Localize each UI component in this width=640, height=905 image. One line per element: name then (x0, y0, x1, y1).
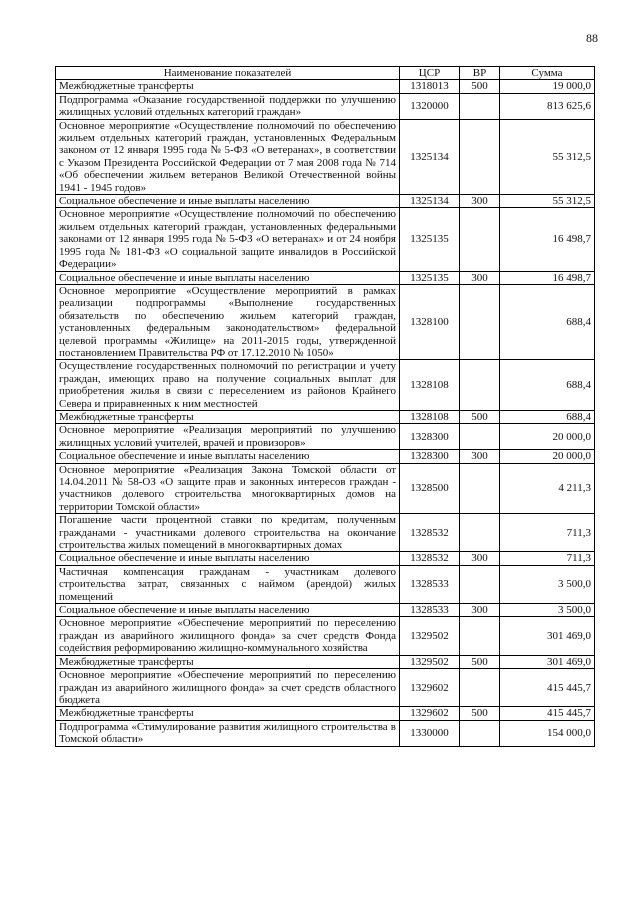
table-row (56, 119, 595, 194)
cell-sum: 711,3 (500, 514, 595, 552)
table-row (56, 271, 595, 284)
cell-csr: 1328533 (400, 565, 460, 603)
header-name: Наименование показателей (56, 67, 400, 80)
cell-name: Погашение части процентной ставки по кредитам, полученным гражданами - участниками долевого строительства на окончание строительства жилых помещений в многоквартирных домах (56, 514, 400, 552)
cell-vr: 300 (460, 271, 500, 284)
table-row (56, 655, 595, 668)
cell-name: Основное мероприятие «Реализация Закона Томской области от 14.04.2011 № 58-ОЗ «О защите прав и законных интересов граждан - участников долевого строительства многоквартирных домов на территории Томской области» (56, 463, 400, 514)
cell-csr: 1330000 (400, 720, 460, 746)
table-row (56, 514, 595, 552)
cell-csr: 1328500 (400, 463, 460, 514)
cell-csr: 1328533 (400, 604, 460, 617)
table-row (56, 552, 595, 565)
cell-sum: 20 000,0 (500, 424, 595, 450)
cell-name: Основное мероприятие «Обеспечение мероприятий по переселению граждан из аварийного жилищного фонда» за счет средств Фонда содействия реформированию жилищно-коммунального хозяйства (56, 617, 400, 655)
cell-vr (460, 617, 500, 655)
cell-sum: 3 500,0 (500, 565, 595, 603)
cell-csr: 1325135 (400, 271, 460, 284)
table-row (56, 93, 595, 119)
cell-csr: 1329602 (400, 669, 460, 707)
table-row (56, 80, 595, 93)
cell-sum: 813 625,6 (500, 93, 595, 119)
cell-name: Основное мероприятие «Обеспечение мероприятий по переселению граждан из аварийного жилищного фонда» за счет средств областного бюджета (56, 669, 400, 707)
cell-name: Осуществление государственных полномочий по регистрации и учету граждан, имеющих право на получение социальных выплат для приобретения жилья в связи с переселением из районов Крайнего Севера и приравненных к ним местностей (56, 360, 400, 411)
table-header-row (56, 67, 595, 80)
cell-name: Основное мероприятие «Осуществление полномочий по обеспечению жильем отдельных категорий граждан, установленных Федеральным законом от 12 января 1995 года № 5-ФЗ «О ветеранах», в соответствии с Указом Президента Российской Федерации от 7 мая 2008 года № 714 «Об обеспечении жильем ветеранов Великой Отечественной войны 1941 - 1945 годов» (56, 119, 400, 194)
cell-sum: 301 469,0 (500, 617, 595, 655)
cell-vr: 300 (460, 604, 500, 617)
cell-sum: 4 211,3 (500, 463, 595, 514)
table-row (56, 617, 595, 655)
table-row (56, 424, 595, 450)
cell-sum: 154 000,0 (500, 720, 595, 746)
table-row (56, 450, 595, 463)
table-row (56, 707, 595, 720)
cell-name: Подпрограмма «Оказание государственной поддержки по улучшению жилищных условий отдельных категорий граждан» (56, 93, 400, 119)
cell-vr (460, 514, 500, 552)
table-row (56, 463, 595, 514)
cell-csr: 1328100 (400, 284, 460, 359)
header-sum: Сумма (500, 67, 595, 80)
cell-name: Межбюджетные трансферты (56, 655, 400, 668)
cell-csr: 1325134 (400, 119, 460, 194)
cell-vr (460, 284, 500, 359)
cell-vr (460, 93, 500, 119)
header-vr: ВР (460, 67, 500, 80)
cell-vr: 500 (460, 80, 500, 93)
cell-csr: 1328532 (400, 552, 460, 565)
table-row (56, 720, 595, 746)
cell-vr (460, 669, 500, 707)
cell-csr: 1328108 (400, 410, 460, 423)
cell-vr (460, 463, 500, 514)
cell-vr (460, 119, 500, 194)
cell-vr (460, 720, 500, 746)
table-row (56, 195, 595, 208)
cell-name: Основное мероприятие «Реализация мероприятий по улучшению жилищных условий учителей, врачей и провизоров» (56, 424, 400, 450)
table-row (56, 669, 595, 707)
cell-sum: 16 498,7 (500, 208, 595, 271)
cell-vr: 300 (460, 195, 500, 208)
cell-vr: 300 (460, 552, 500, 565)
table-row (56, 360, 595, 411)
table-row (56, 604, 595, 617)
cell-sum: 19 000,0 (500, 80, 595, 93)
cell-csr: 1329602 (400, 707, 460, 720)
cell-sum: 55 312,5 (500, 195, 595, 208)
cell-name: Социальное обеспечение и иные выплаты населению (56, 450, 400, 463)
table-row (56, 410, 595, 423)
cell-name: Социальное обеспечение и иные выплаты населению (56, 604, 400, 617)
cell-name: Социальное обеспечение и иные выплаты населению (56, 552, 400, 565)
cell-name: Межбюджетные трансферты (56, 707, 400, 720)
cell-vr: 500 (460, 410, 500, 423)
cell-vr (460, 565, 500, 603)
cell-sum: 20 000,0 (500, 450, 595, 463)
cell-name: Социальное обеспечение и иные выплаты населению (56, 271, 400, 284)
cell-name: Социальное обеспечение и иные выплаты населению (56, 195, 400, 208)
cell-name: Основное мероприятие «Осуществление мероприятий в рамках реализации подпрограммы «Выполнение государственных обязательств по обеспечению жильем категорий граждан, установленных федеральным законодательством» федеральной целевой программы «Жилище» на 2011-2015 годы, утвержденной постановлением Правительства РФ от 17.12.2010 № 1050» (56, 284, 400, 359)
cell-vr: 500 (460, 655, 500, 668)
budget-table (55, 66, 595, 747)
cell-sum: 688,4 (500, 360, 595, 411)
cell-csr: 1328532 (400, 514, 460, 552)
cell-name: Межбюджетные трансферты (56, 410, 400, 423)
cell-name: Частичная компенсация гражданам - участникам долевого строительства затрат, связанных с наймом (арендой) жилых помещений (56, 565, 400, 603)
cell-csr: 1325134 (400, 195, 460, 208)
cell-vr (460, 208, 500, 271)
page-number: 88 (586, 31, 598, 45)
cell-sum: 711,3 (500, 552, 595, 565)
cell-sum: 415 445,7 (500, 669, 595, 707)
cell-csr: 1325135 (400, 208, 460, 271)
cell-sum: 3 500,0 (500, 604, 595, 617)
cell-csr: 1329502 (400, 617, 460, 655)
header-csr: ЦСР (400, 67, 460, 80)
cell-csr: 1328300 (400, 424, 460, 450)
cell-sum: 16 498,7 (500, 271, 595, 284)
cell-name: Основное мероприятие «Осуществление полномочий по обеспечению жильем отдельных категорий граждан, установленных федеральными законами от 12 января 1995 года № 5-ФЗ «О ветеранах» и от 24 ноября 1995 года № 181-ФЗ «О социальной защите инвалидов в Российской Федерации» (56, 208, 400, 271)
cell-csr: 1328108 (400, 360, 460, 411)
cell-name: Подпрограмма «Стимулирование развития жилищного строительства в Томской области» (56, 720, 400, 746)
cell-sum: 688,4 (500, 410, 595, 423)
cell-csr: 1329502 (400, 655, 460, 668)
cell-vr (460, 424, 500, 450)
cell-sum: 55 312,5 (500, 119, 595, 194)
cell-vr: 300 (460, 450, 500, 463)
cell-csr: 1328300 (400, 450, 460, 463)
cell-vr (460, 360, 500, 411)
table-row (56, 284, 595, 359)
table-row (56, 565, 595, 603)
cell-sum: 301 469,0 (500, 655, 595, 668)
table-row (56, 208, 595, 271)
cell-csr: 1320000 (400, 93, 460, 119)
cell-sum: 415 445,7 (500, 707, 595, 720)
cell-csr: 1318013 (400, 80, 460, 93)
cell-sum: 688,4 (500, 284, 595, 359)
cell-name: Межбюджетные трансферты (56, 80, 400, 93)
cell-vr: 500 (460, 707, 500, 720)
